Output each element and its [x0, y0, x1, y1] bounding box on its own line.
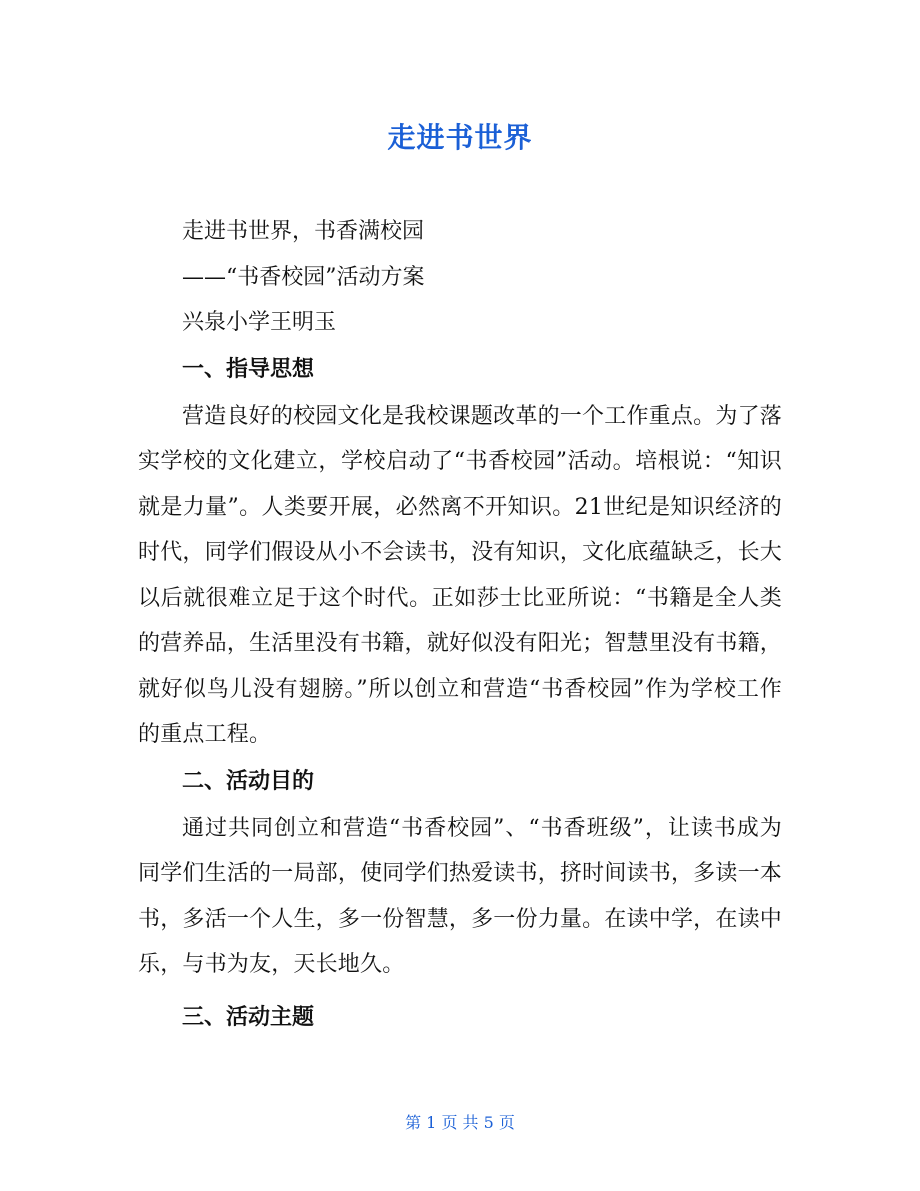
section-body-1: 营造良好的校园文化是我校课题改革的一个工作重点。为了落实学校的文化建立，学校启动了“书香校园”活动。培根说：“知识就是力量”。人类要开展，必然离不开知识。21世纪是知识经济的时代，同学们假设从小不会读书，没有知识，文化底蕴缺乏，长大以后就很难立足于这个时代。正如莎士比亚所说：“书籍是全人类的营养品，生活里没有书籍，就好似没有阳光；智慧里没有书籍，就好似鸟儿没有翅膀。”所以创立和营造“书香校园”作为学校工作的重点工程。: [138, 403, 782, 747]
subtitle-line-2: ——“书香校园”活动方案: [182, 264, 425, 290]
section-heading-3: 三、活动主题: [182, 1004, 315, 1030]
section-body-2: 通过共同创立和营造“书香校园”、“书香班级”，让读书成为同学们生活的一局部，使同学们热爱读书，挤时间读书，多读一本书，多活一个人生，多一份智慧，多一份力量。在读中学，在读中乐，与书为友，天长地久。: [138, 815, 782, 977]
section-heading-1: 一、指导思想: [182, 356, 315, 382]
page-number-footer: 第 1 页 共 5 页: [405, 1113, 515, 1132]
subtitle-line-1: 走进书世界，书香满校园: [182, 219, 425, 244]
section-heading-2: 二、活动目的: [182, 768, 315, 794]
author-line: 兴泉小学王明玉: [182, 310, 337, 335]
document-body: [138, 209, 782, 1042]
document-title: 走进书世界: [387, 121, 533, 154]
